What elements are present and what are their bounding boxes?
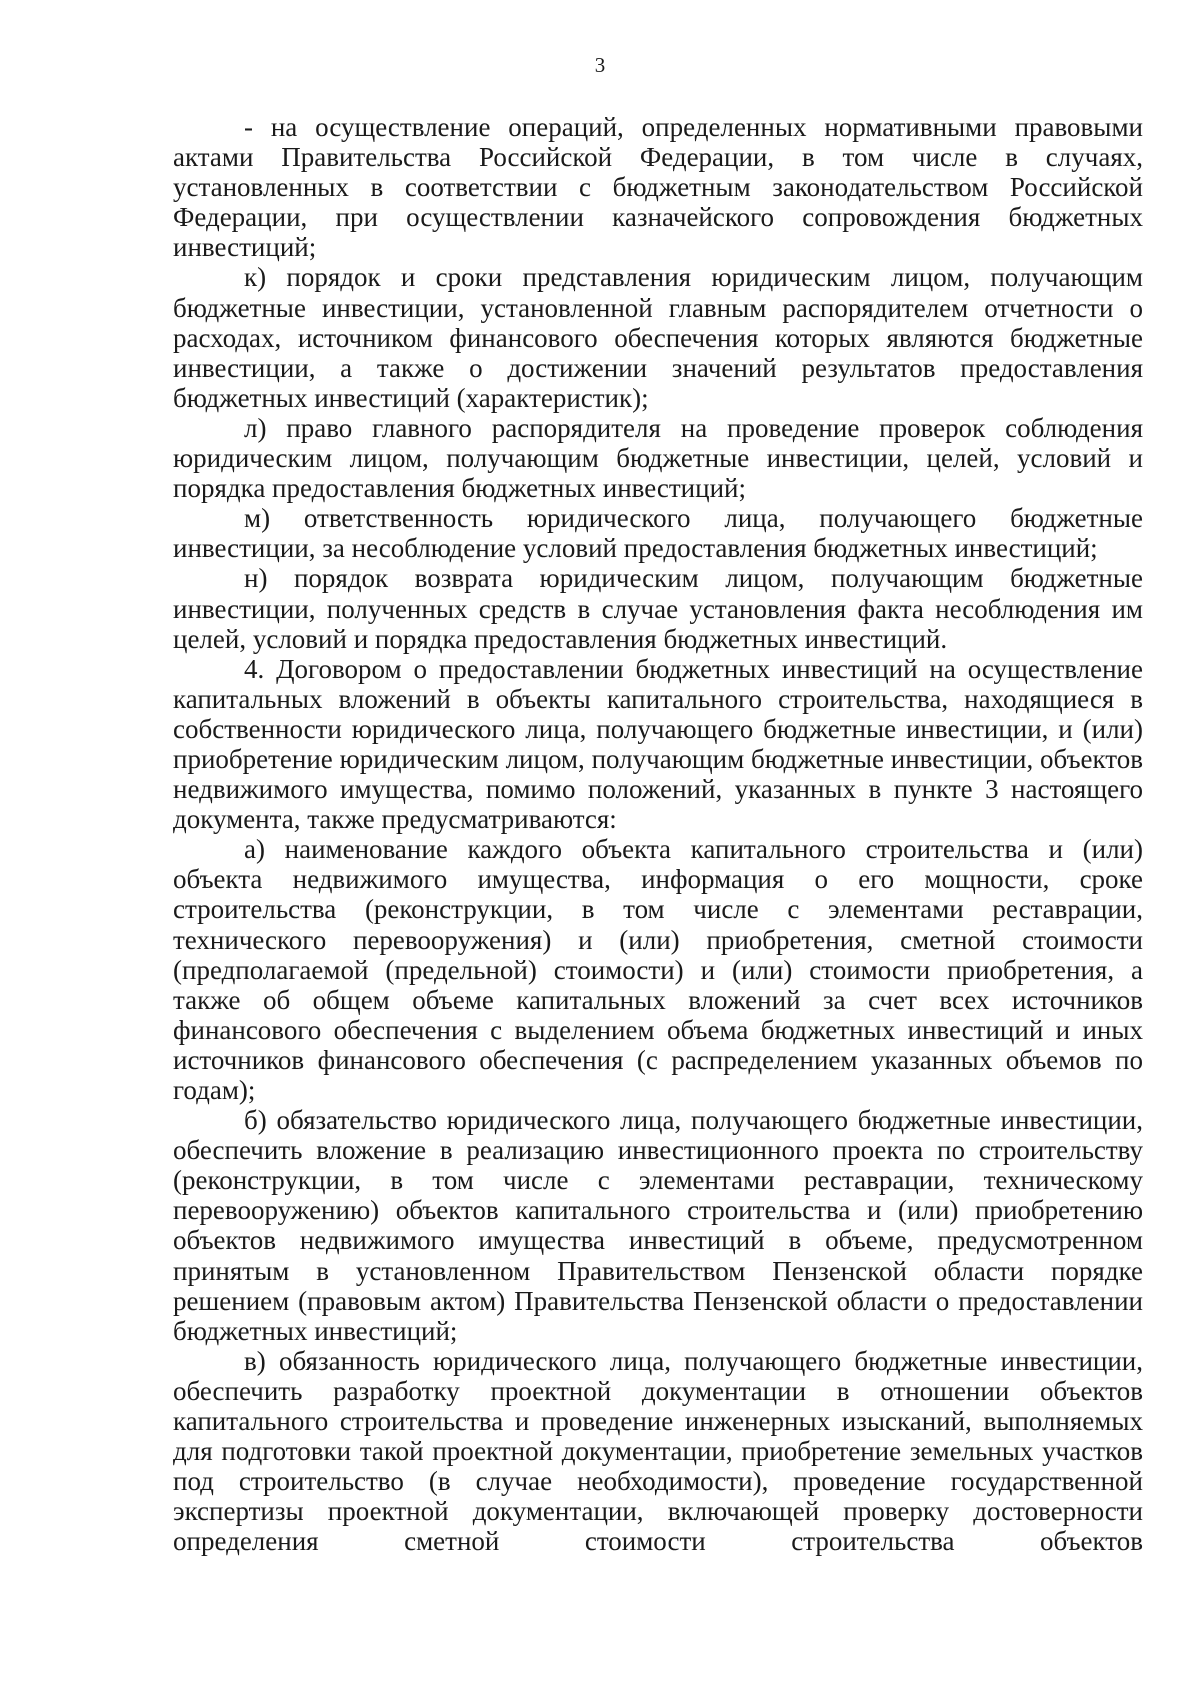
paragraph-item-k: к) порядок и сроки представления юридическим лицом, получающим бюджетные инвестиции, установленной главным распорядителем отчетности о расходах, источником финансового обеспечения которых являются бюджетные инвестиции, а также о достижении значений результатов предоставления бюджетных инвестиций (характеристик);: [173, 262, 1143, 413]
paragraph-item-n: н) порядок возврата юридическим лицом, получающим бюджетные инвестиции, полученных средств в случае установления факта несоблюдения им целей, условий и порядка предоставления бюджетных инвестиций.: [173, 563, 1143, 654]
paragraph-item-v: в) обязанность юридического лица, получающего бюджетные инвестиции, обеспечить разработку проектной документации в отношении объектов капитального строительства и проведение инженерных изысканий, выполняемых для подготовки такой проектной документации, приобретение земельных участков под строительство (в случае необходимости), проведение государственной экспертизы проектной документации, включающей проверку достоверности определения сметной стоимости строительства объектов: [173, 1345, 1143, 1557]
paragraph-item-l: л) право главного распорядителя на проведение проверок соблюдения юридическим лицом, получающим бюджетные инвестиции, целей, условий и порядка предоставления бюджетных инвестиций;: [173, 412, 1143, 504]
paragraph-item-m: м) ответственность юридического лица, получающего бюджетные инвестиции, за несоблюдение условий предоставления бюджетных инвестиций;: [173, 503, 1143, 564]
paragraph-item-b: б) обязательство юридического лица, получающего бюджетные инвестиции, обеспечить вложение в реализацию инвестиционного проекта по строительству (реконструкции, в том числе с элементами реставрации, техническому перевооружению) объектов капитального строительства и (или) приобретению объектов недвижимого имущества инвестиций в объеме, предусмотренном принятым в установленном Правительством Пензенской области порядке решением (правовым актом) Правительства Пензенской области о предоставлении бюджетных инвестиций;: [173, 1105, 1143, 1346]
paragraph-item-a: а) наименование каждого объекта капитального строительства и (или) объекта недвижимого имущества, информация о его мощности, сроке строительства (реконструкции, в том числе с элементами реставрации, технического перевооружения) и (или) приобретения, сметной стоимости (предполагаемой (предельной) стоимости) и (или) стоимости приобретения, а также об общем объеме капитальных вложений за счет всех источников финансового обеспечения с выделением объема бюджетных инвестиций и иных источников финансового обеспечения (с распределением указанных объемов по годам);: [173, 834, 1143, 1105]
paragraph-section-4: 4. Договором о предоставлении бюджетных инвестиций на осуществление капитальных вложений в объекты капитального строительства, находящиеся в собственности юридического лица, получающего бюджетные инвестиции, и (или) приобретение юридическим лицом, получающим бюджетные инвестиции, объектов недвижимого имущества, помимо положений, указанных в пункте 3 настоящего документа, также предусматриваются:: [173, 653, 1143, 835]
paragraph-treasury-support: - на осуществление операций, определенных нормативными правовыми актами Правительства Российской Федерации, в том числе в случаях, установленных в соответствии с бюджетным законодательством Российской Федерации, при осуществлении казначейского сопровождения бюджетных инвестиций;: [173, 112, 1143, 263]
document-body: [173, 112, 1143, 1557]
page-number: 3: [594, 53, 606, 77]
